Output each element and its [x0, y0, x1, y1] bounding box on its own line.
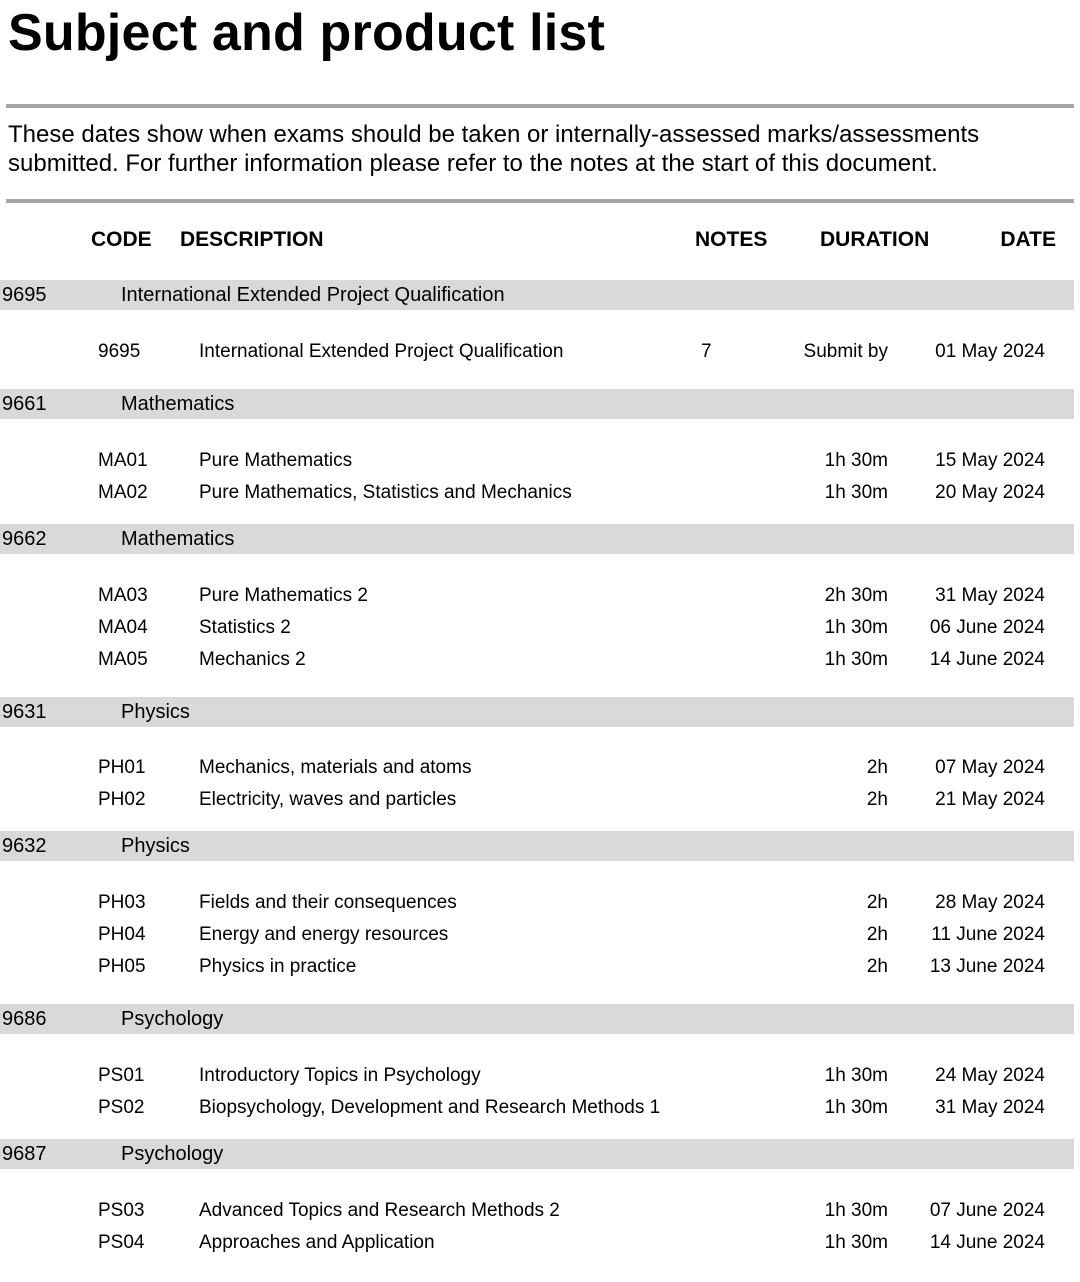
component-duration: 2h 30m — [824, 585, 888, 606]
subject-band — [0, 831, 1074, 861]
column-header-code: CODE — [91, 228, 152, 251]
component-duration: 2h — [866, 892, 888, 913]
component-duration: Submit by — [803, 341, 888, 362]
subject-title: International Extended Project Qualification — [121, 284, 505, 306]
component-duration: 1h 30m — [824, 1097, 888, 1118]
component-duration: 2h — [866, 956, 888, 977]
component-row — [0, 584, 1074, 610]
component-date: 07 June 2024 — [929, 1200, 1045, 1221]
subject-title: Mathematics — [121, 528, 235, 550]
component-date: 31 May 2024 — [935, 585, 1045, 606]
component-code: MA04 — [98, 617, 148, 638]
component-date: 28 May 2024 — [935, 892, 1045, 913]
subject-title: Mathematics — [121, 393, 235, 415]
component-date: 14 June 2024 — [929, 649, 1045, 670]
component-duration: 1h 30m — [824, 1065, 888, 1086]
component-notes: 7 — [701, 341, 712, 362]
component-row — [0, 1199, 1074, 1225]
component-duration: 2h — [866, 924, 888, 945]
component-code: MA01 — [98, 450, 148, 471]
component-duration: 1h 30m — [824, 649, 888, 670]
subject-title: Psychology — [121, 1008, 224, 1030]
component-code: PH02 — [98, 789, 146, 810]
component-description: Physics in practice — [199, 956, 357, 977]
component-description: Advanced Topics and Research Methods 2 — [199, 1200, 560, 1221]
component-code: 9695 — [98, 341, 141, 362]
subject-band — [0, 389, 1074, 419]
component-date: 13 June 2024 — [929, 956, 1045, 977]
component-date: 31 May 2024 — [935, 1097, 1045, 1118]
component-description: Pure Mathematics 2 — [199, 585, 368, 606]
component-code: PS04 — [98, 1232, 145, 1253]
component-duration: 1h 30m — [824, 482, 888, 503]
component-description: Energy and energy resources — [199, 924, 449, 945]
component-code: PH04 — [98, 924, 146, 945]
column-header-notes: NOTES — [695, 228, 768, 251]
column-header-description: DESCRIPTION — [180, 228, 324, 251]
column-header-duration: DURATION — [820, 228, 930, 251]
component-date: 06 June 2024 — [929, 617, 1045, 638]
component-description: Biopsychology, Development and Research Methods 1 — [199, 1097, 661, 1118]
component-description: Statistics 2 — [199, 617, 291, 638]
component-description: Introductory Topics in Psychology — [199, 1065, 481, 1086]
subject-band — [0, 280, 1074, 310]
component-row — [0, 616, 1074, 642]
intro-line-2: submitted. For further information please refer to the notes at the start of this document. — [8, 150, 938, 177]
component-code: PH01 — [98, 757, 146, 778]
component-row — [0, 1231, 1074, 1257]
component-row — [0, 756, 1074, 782]
component-date: 01 May 2024 — [935, 341, 1045, 362]
component-code: MA03 — [98, 585, 148, 606]
subject-code: 9631 — [2, 701, 47, 723]
subject-band — [0, 697, 1074, 727]
component-row — [0, 788, 1074, 814]
component-duration: 1h 30m — [824, 450, 888, 471]
component-row — [0, 891, 1074, 917]
subject-band — [0, 524, 1074, 554]
component-date: 24 May 2024 — [935, 1065, 1045, 1086]
component-date: 11 June 2024 — [931, 924, 1045, 945]
component-row — [0, 481, 1074, 507]
component-duration: 1h 30m — [824, 617, 888, 638]
component-code: PS02 — [98, 1097, 145, 1118]
intro-text — [8, 120, 1068, 178]
component-row — [0, 955, 1074, 981]
subject-title: Psychology — [121, 1143, 224, 1165]
component-description: Fields and their consequences — [199, 892, 457, 913]
subject-code: 9662 — [2, 528, 47, 550]
component-code: PH03 — [98, 892, 146, 913]
component-row — [0, 1064, 1074, 1090]
subject-code: 9686 — [2, 1008, 47, 1030]
page-title: Subject and product list — [8, 4, 606, 62]
component-code: PH05 — [98, 956, 146, 977]
component-row — [0, 449, 1074, 475]
intro-divider — [6, 199, 1074, 203]
component-code: MA05 — [98, 649, 148, 670]
component-date: 14 June 2024 — [929, 1232, 1045, 1253]
component-code: PS03 — [98, 1200, 145, 1221]
component-duration: 1h 30m — [824, 1200, 888, 1221]
component-description: Pure Mathematics — [199, 450, 353, 471]
component-code: MA02 — [98, 482, 148, 503]
component-duration: 1h 30m — [824, 1232, 888, 1253]
subject-band — [0, 1004, 1074, 1034]
column-header-date: DATE — [1000, 228, 1056, 251]
component-date: 15 May 2024 — [935, 450, 1045, 471]
subject-title: Physics — [121, 835, 190, 857]
subject-code: 9695 — [2, 284, 47, 306]
top-divider — [6, 104, 1074, 108]
component-row — [0, 648, 1074, 674]
component-description: International Extended Project Qualification — [199, 341, 564, 362]
intro-line-1: These dates show when exams should be taken or internally-assessed marks/assessments — [8, 121, 980, 148]
component-date: 21 May 2024 — [935, 789, 1045, 810]
component-row — [0, 340, 1074, 366]
component-description: Mechanics, materials and atoms — [199, 757, 472, 778]
component-duration: 2h — [866, 757, 888, 778]
subject-code: 9632 — [2, 835, 47, 857]
subject-title: Physics — [121, 701, 190, 723]
component-description: Electricity, waves and particles — [199, 789, 457, 810]
component-duration: 2h — [866, 789, 888, 810]
subject-code: 9687 — [2, 1143, 47, 1165]
subject-band — [0, 1139, 1074, 1169]
component-code: PS01 — [98, 1065, 145, 1086]
component-row — [0, 923, 1074, 949]
component-date: 20 May 2024 — [935, 482, 1045, 503]
subject-code: 9661 — [2, 393, 47, 415]
component-description: Pure Mathematics, Statistics and Mechanics — [199, 482, 572, 503]
component-description: Approaches and Application — [199, 1232, 435, 1253]
component-description: Mechanics 2 — [199, 649, 306, 670]
component-date: 07 May 2024 — [935, 757, 1045, 778]
component-row — [0, 1096, 1074, 1122]
